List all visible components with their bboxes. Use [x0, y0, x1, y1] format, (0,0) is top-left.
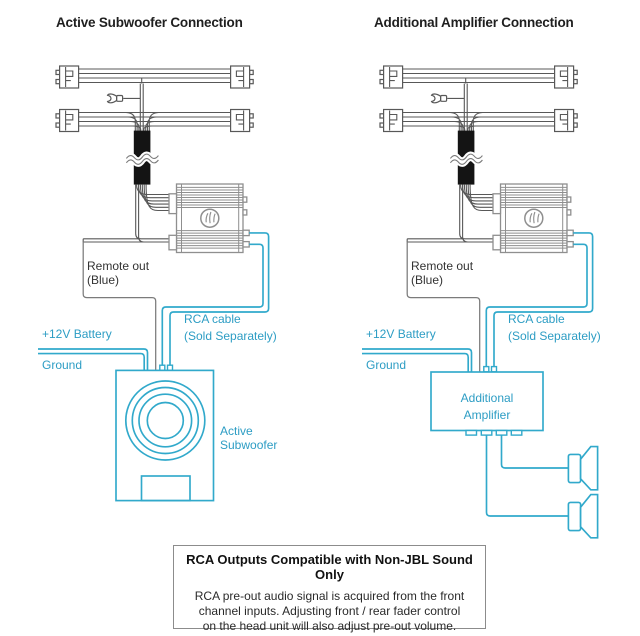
note-body-line: RCA pre-out audio signal is acquired from the front	[194, 589, 465, 603]
label-line: RCA cable	[184, 312, 241, 326]
label-line: (Blue)	[87, 273, 120, 287]
left-diagram-title: Active Subwoofer Connection	[56, 15, 243, 30]
label-line: Additional	[460, 391, 514, 405]
right-diagram-title: Additional Amplifier Connection	[374, 15, 574, 30]
battery-label-right: +12V Battery	[366, 327, 436, 341]
note-title: RCA Outputs Compatible with Non-JBL Sound Only	[186, 552, 473, 582]
rca-cable	[162, 244, 263, 365]
speaker-wire	[487, 435, 569, 516]
additional-amplifier-label	[431, 390, 543, 424]
rca-cable-label-right	[508, 311, 601, 344]
diagram-additional-amplifier	[362, 66, 598, 538]
rca-plug	[492, 367, 497, 372]
active-subwoofer-box	[116, 370, 214, 500]
label-line: Remote out	[87, 259, 150, 273]
note-body	[174, 589, 485, 635]
speaker-icon	[568, 447, 597, 490]
remote-out-label-left	[87, 259, 149, 287]
rca-cable-label-left	[184, 311, 277, 344]
ground-label-right: Ground	[366, 358, 407, 372]
battery-label-left: +12V Battery	[42, 327, 112, 341]
label-line: (Sold Separately)	[184, 328, 277, 343]
ground-label-left: Ground	[42, 358, 83, 372]
label-line: Remote out	[411, 259, 474, 273]
label-line: Subwoofer	[220, 438, 278, 452]
rca-cable	[486, 244, 587, 366]
active-subwoofer-label	[220, 424, 277, 452]
note-body-line: on the head unit will also adjust pre-out volume.	[202, 619, 457, 634]
rca-note-box	[173, 545, 486, 634]
label-line: (Blue)	[411, 273, 444, 287]
label-line: (Sold Separately)	[508, 328, 601, 343]
speaker-wire	[502, 435, 569, 468]
label-line: Active	[220, 424, 253, 438]
rca-plug	[484, 367, 489, 372]
speaker-icon	[568, 495, 597, 538]
label-line: Amplifier	[463, 408, 511, 422]
label-line: RCA cable	[508, 312, 565, 326]
note-body-line: channel inputs. Adjusting front / rear fader control	[198, 604, 461, 619]
remote-out-label-right	[411, 259, 473, 287]
